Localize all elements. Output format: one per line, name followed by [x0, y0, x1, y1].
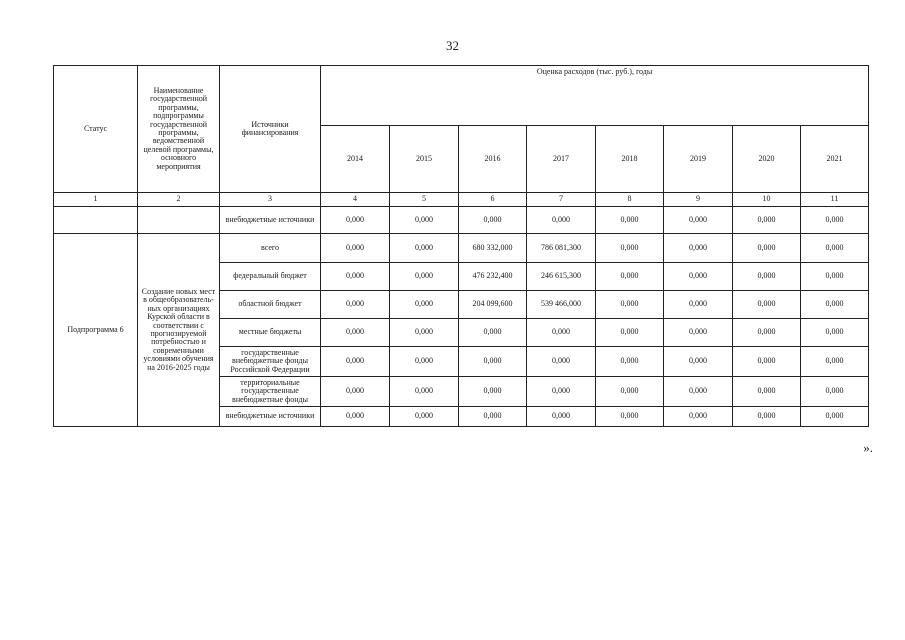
- value-cell: 0,000: [801, 319, 869, 347]
- value-cell: 0,000: [321, 263, 390, 291]
- value-cell: 0,000: [596, 319, 664, 347]
- value-cell: 0,000: [321, 377, 390, 407]
- value-cell: 0,000: [390, 319, 459, 347]
- value-cell: 0,000: [664, 263, 733, 291]
- value-cell: 786 081,300: [527, 234, 596, 263]
- header-row-top: [54, 66, 869, 126]
- subprogram-status: Подпрограмма 6: [54, 234, 138, 427]
- value-cell: 0,000: [527, 377, 596, 407]
- value-cell: 0,000: [801, 407, 869, 427]
- header-year: 2018: [596, 126, 664, 193]
- source-cell: внебюджетные источники: [220, 407, 321, 427]
- value-cell: 0,000: [733, 407, 801, 427]
- value-cell: 0,000: [459, 207, 527, 234]
- table-row: [54, 234, 869, 263]
- value-cell: 0,000: [664, 291, 733, 319]
- source-cell: территориальные государственные внебюджетные фонды: [220, 377, 321, 407]
- source-cell: всего: [220, 234, 321, 263]
- value-cell: 0,000: [390, 291, 459, 319]
- header-sources: Источники финансирования: [220, 66, 321, 193]
- value-cell: 0,000: [321, 207, 390, 234]
- subprogram-name: Создание новых мест в общеобразователь-ных организациях Курской области в соответствии с прогнозируемой потребностью и современными условиями обучения на 2016-2025 годы: [138, 234, 220, 427]
- column-number: 2: [138, 193, 220, 207]
- source-cell: областной бюджет: [220, 291, 321, 319]
- column-number: 4: [321, 193, 390, 207]
- value-cell: 0,000: [664, 234, 733, 263]
- value-cell: 476 232,400: [459, 263, 527, 291]
- column-number: 3: [220, 193, 321, 207]
- column-number: 9: [664, 193, 733, 207]
- column-number: 8: [596, 193, 664, 207]
- value-cell: 0,000: [596, 234, 664, 263]
- header-program-name: Наименование государственной программы, подпрограммы государственной программы, ведомственной целевой программы, основного мероприятия: [138, 66, 220, 193]
- column-number: 10: [733, 193, 801, 207]
- value-cell: 0,000: [596, 207, 664, 234]
- value-cell: 0,000: [733, 291, 801, 319]
- value-cell: 0,000: [801, 291, 869, 319]
- value-cell: 0,000: [459, 377, 527, 407]
- column-number: 1: [54, 193, 138, 207]
- header-expense-estimate: Оценка расходов (тыс. руб.), годы: [321, 66, 869, 126]
- header-year: 2020: [733, 126, 801, 193]
- header-year: 2019: [664, 126, 733, 193]
- header-year: 2014: [321, 126, 390, 193]
- value-cell: 0,000: [733, 207, 801, 234]
- value-cell: 0,000: [459, 347, 527, 377]
- value-cell: 0,000: [459, 319, 527, 347]
- column-number: 6: [459, 193, 527, 207]
- value-cell: 0,000: [390, 347, 459, 377]
- value-cell: 0,000: [733, 377, 801, 407]
- value-cell: 0,000: [801, 263, 869, 291]
- column-number: 7: [527, 193, 596, 207]
- header-year: 2021: [801, 126, 869, 193]
- value-cell: 0,000: [664, 377, 733, 407]
- value-cell: 0,000: [733, 263, 801, 291]
- value-cell: 539 466,000: [527, 291, 596, 319]
- value-cell: 246 615,300: [527, 263, 596, 291]
- table-row-prev: [54, 207, 869, 234]
- value-cell: 0,000: [321, 319, 390, 347]
- value-cell: 0,000: [390, 407, 459, 427]
- value-cell: 0,000: [390, 263, 459, 291]
- name-cell-empty: [138, 207, 220, 234]
- value-cell: 0,000: [390, 234, 459, 263]
- status-cell-empty: [54, 207, 138, 234]
- header-year: 2015: [390, 126, 459, 193]
- value-cell: 0,000: [596, 407, 664, 427]
- closing-quote-mark: ».: [863, 440, 873, 455]
- column-number: 11: [801, 193, 869, 207]
- value-cell: 204 099,600: [459, 291, 527, 319]
- value-cell: 0,000: [596, 377, 664, 407]
- budget-table: [53, 65, 869, 427]
- header-status: Статус: [54, 66, 138, 193]
- value-cell: 0,000: [527, 347, 596, 377]
- value-cell: 0,000: [801, 347, 869, 377]
- page-number: 32: [446, 38, 459, 53]
- value-cell: 0,000: [664, 319, 733, 347]
- source-cell: государственные внебюджетные фонды Российской Федерации: [220, 347, 321, 377]
- value-cell: 0,000: [321, 347, 390, 377]
- value-cell: 0,000: [596, 347, 664, 377]
- value-cell: 0,000: [733, 319, 801, 347]
- source-cell: местные бюджеты: [220, 319, 321, 347]
- value-cell: 0,000: [664, 347, 733, 377]
- value-cell: 0,000: [321, 291, 390, 319]
- column-numbers-row: [54, 193, 869, 207]
- value-cell: 680 332,000: [459, 234, 527, 263]
- value-cell: 0,000: [801, 234, 869, 263]
- value-cell: 0,000: [801, 377, 869, 407]
- value-cell: 0,000: [321, 407, 390, 427]
- value-cell: 0,000: [664, 207, 733, 234]
- value-cell: 0,000: [390, 377, 459, 407]
- value-cell: 0,000: [733, 234, 801, 263]
- source-cell: внебюджетные источники: [220, 207, 321, 234]
- header-year: 2016: [459, 126, 527, 193]
- source-cell: федеральный бюджет: [220, 263, 321, 291]
- value-cell: 0,000: [321, 234, 390, 263]
- value-cell: 0,000: [527, 407, 596, 427]
- value-cell: 0,000: [596, 263, 664, 291]
- value-cell: 0,000: [733, 347, 801, 377]
- value-cell: 0,000: [596, 291, 664, 319]
- value-cell: 0,000: [527, 319, 596, 347]
- value-cell: 0,000: [527, 207, 596, 234]
- value-cell: 0,000: [390, 207, 459, 234]
- value-cell: 0,000: [801, 207, 869, 234]
- value-cell: 0,000: [459, 407, 527, 427]
- header-year: 2017: [527, 126, 596, 193]
- column-number: 5: [390, 193, 459, 207]
- value-cell: 0,000: [664, 407, 733, 427]
